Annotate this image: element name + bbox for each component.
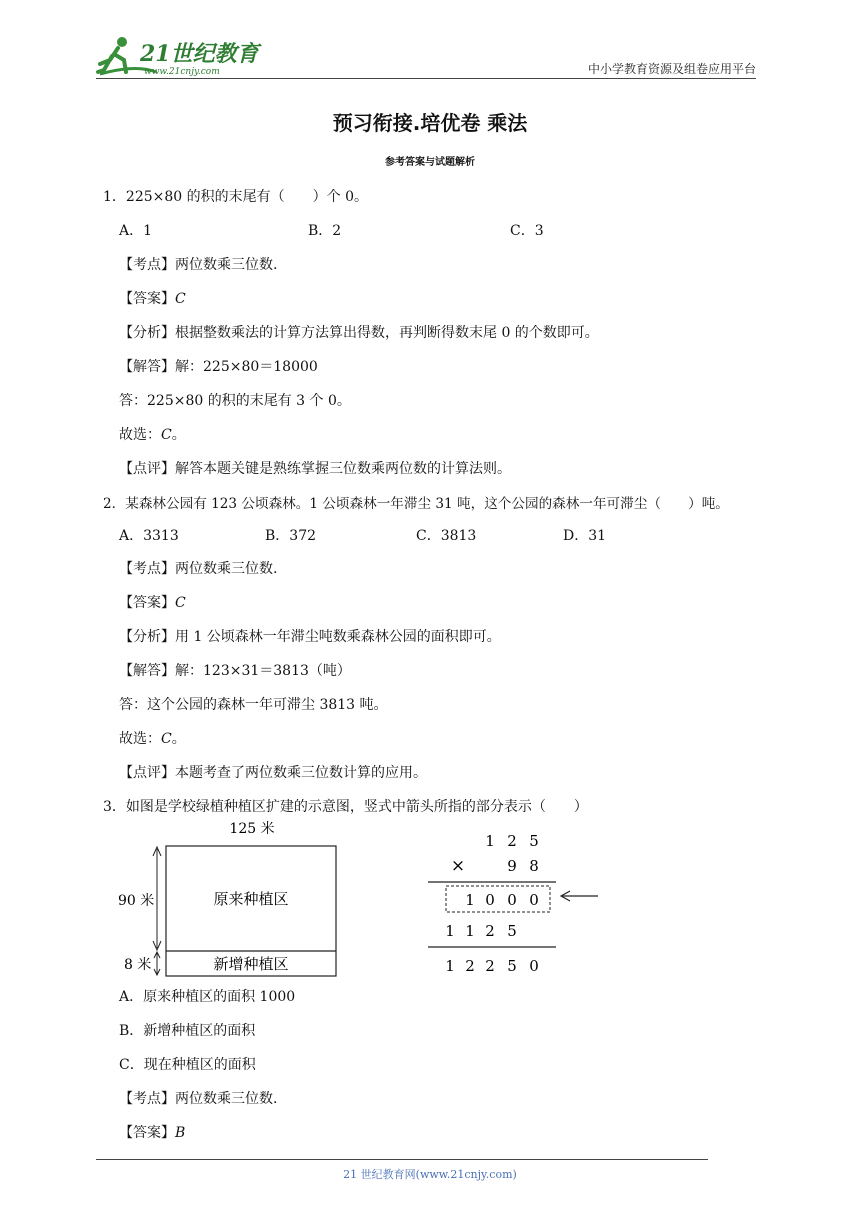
q1-option-b: B．2 <box>308 223 342 239</box>
answer-value: B <box>175 1125 186 1141</box>
q1-kaodian: 【考点】两位数乘三位数. <box>119 257 278 273</box>
guxuan-end: 。 <box>171 427 186 443</box>
vertical-multiplication <box>420 826 610 980</box>
logo-main-text: 21世纪教育 <box>140 41 259 67</box>
q2-kaodian: 【考点】两位数乘三位数. <box>119 561 278 577</box>
height-label: 90 米 <box>118 893 155 909</box>
site-logo <box>96 34 266 78</box>
q1-stem: 1．225×80 的积的末尾有（ ）个 0。 <box>103 189 368 205</box>
digit: 2 <box>465 957 475 975</box>
q2-option-d: D．31 <box>563 528 607 544</box>
logo-url-text: www.21cnjy.com <box>144 67 220 77</box>
digit: 1 <box>445 957 455 975</box>
times-sign: × <box>450 856 466 876</box>
q2-fenxi: 【分析】用 1 公顷森林一年滞尘吨数乘森林公园的面积即可。 <box>119 629 501 645</box>
q1-answer-line: 答：225×80 的积的末尾有 3 个 0。 <box>119 393 351 409</box>
header-divider <box>96 78 756 79</box>
q3-answer <box>119 1122 185 1142</box>
q2-dianping: 【点评】本题考查了两位数乘三位数计算的应用。 <box>119 765 427 781</box>
q3-stem: 3．如图是学校绿植种植区扩建的示意图，竖式中箭头所指的部分表示（ ） <box>103 799 588 815</box>
q2-answer <box>119 592 186 612</box>
extra-height-label: 8 米 <box>124 957 152 973</box>
header-platform-text: 中小学教育资源及组卷应用平台 <box>587 62 756 76</box>
q1-option-c: C．3 <box>510 223 544 239</box>
width-label: 125 米 <box>229 821 275 837</box>
q3-kaodian: 【考点】两位数乘三位数. <box>119 1091 278 1107</box>
answer-value: C <box>175 291 186 307</box>
q2-option-a: A．3313 <box>119 528 179 544</box>
digit: 1 <box>465 891 475 909</box>
page-title: 预习衔接.培优卷 乘法 <box>332 111 528 135</box>
digit: 5 <box>507 922 517 940</box>
guxuan-value: C <box>161 731 172 747</box>
q1-dianping: 【点评】解答本题关键是熟练掌握三位数乘两位数的计算法则。 <box>119 461 511 477</box>
guxuan-value: C <box>161 427 172 443</box>
page-subtitle: 参考答案与试题解析 <box>385 157 475 168</box>
digit: 1 <box>445 922 455 940</box>
q1-option-a: A．1 <box>119 223 153 239</box>
answer-label: 【答案】 <box>119 291 175 307</box>
original-area-label: 原来种植区 <box>213 890 289 908</box>
new-area-label: 新增种植区 <box>213 955 289 973</box>
digit: 5 <box>529 832 539 850</box>
digit: 1 <box>485 832 495 850</box>
q2-jieda: 【解答】解：123×31＝3813（吨） <box>119 663 351 679</box>
answer-value: C <box>175 595 186 611</box>
q1-jieda: 【解答】解：225×80＝18000 <box>119 359 318 375</box>
digit: 8 <box>529 857 539 875</box>
digit: 2 <box>485 957 495 975</box>
guxuan-label: 故选： <box>119 731 161 747</box>
guxuan-end: 。 <box>171 731 186 747</box>
q2-guxuan <box>119 728 186 748</box>
guxuan-label: 故选： <box>119 427 161 443</box>
digit: 0 <box>529 957 539 975</box>
q2-answer-line: 答：这个公园的森林一年可滞尘 3813 吨。 <box>119 697 388 713</box>
digit: 0 <box>507 891 517 909</box>
footer-divider <box>96 1159 708 1160</box>
q3-option-a: A．原来种植区的面积 1000 <box>119 989 296 1005</box>
q1-guxuan <box>119 424 186 444</box>
digit: 9 <box>507 857 517 875</box>
q1-fenxi: 【分析】根据整数乘法的计算方法算出得数，再判断得数末尾 0 的个数即可。 <box>119 325 599 341</box>
digit: 5 <box>507 957 517 975</box>
q3-option-c: C．现在种植区的面积 <box>119 1057 256 1073</box>
q2-stem: 2．某森林公园有 123 公顷森林。1 公顷森林一年滞尘 31 吨，这个公园的森林一年可滞尘（ ）吨。 <box>103 496 729 512</box>
planting-area-diagram <box>110 816 350 980</box>
digit: 2 <box>507 832 517 850</box>
footer-link[interactable]: 21 世纪教育网(www.21cnjy.com) <box>343 1168 517 1181</box>
q3-option-b: B．新增种植区的面积 <box>119 1023 256 1039</box>
digit: 2 <box>485 922 495 940</box>
digit: 1 <box>465 922 475 940</box>
digit: 0 <box>485 891 495 909</box>
q1-answer <box>119 288 186 308</box>
pointer-arrow-icon <box>561 891 598 901</box>
answer-label: 【答案】 <box>119 595 175 611</box>
q2-option-c: C．3813 <box>416 528 477 544</box>
q2-option-b: B．372 <box>265 528 317 544</box>
answer-label: 【答案】 <box>119 1125 175 1141</box>
digit: 0 <box>529 891 539 909</box>
